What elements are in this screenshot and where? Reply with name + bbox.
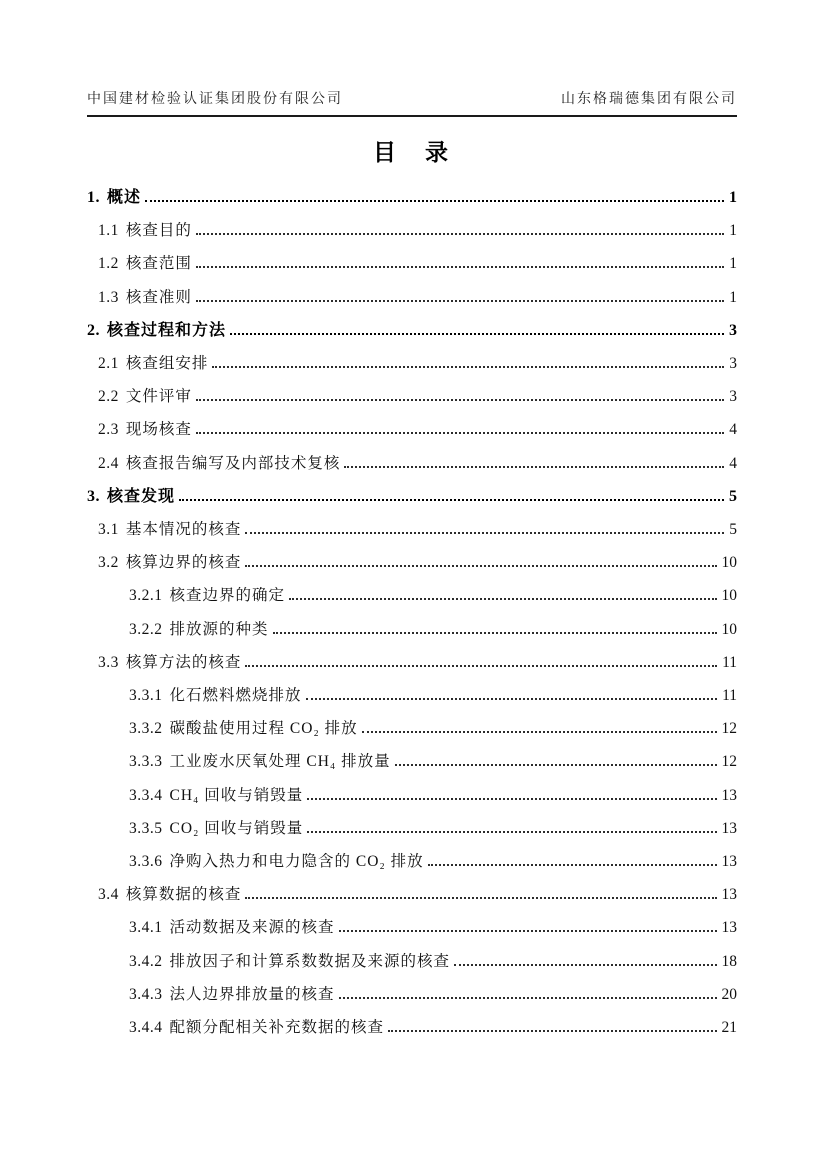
toc-leader-dots bbox=[245, 665, 717, 667]
toc-leader-dots bbox=[196, 432, 724, 434]
toc-entry-number: 1.1 bbox=[98, 222, 119, 240]
toc-leader-dots bbox=[344, 466, 724, 468]
toc-entry[interactable] bbox=[87, 347, 737, 380]
toc-leader-dots bbox=[395, 764, 717, 766]
toc-leader-dots bbox=[245, 897, 716, 899]
toc-entry-page: 1 bbox=[729, 222, 737, 240]
toc-entry-title: 核查边界的确定 bbox=[169, 587, 286, 605]
toc-entry-number: 3.2.1 bbox=[129, 587, 163, 605]
toc-entry-title: 核查目的 bbox=[125, 222, 192, 240]
toc-entry-page: 18 bbox=[721, 952, 737, 970]
toc-entry-page: 13 bbox=[721, 853, 737, 871]
toc-entry[interactable] bbox=[87, 447, 737, 480]
toc-entry-page: 10 bbox=[721, 587, 737, 605]
toc-leader-dots bbox=[196, 300, 724, 302]
toc-entry-page: 13 bbox=[721, 919, 737, 937]
toc-entry-title: 活动数据及来源的核查 bbox=[169, 919, 335, 937]
toc-entry-page: 12 bbox=[721, 720, 737, 738]
toc-leader-dots bbox=[428, 864, 717, 866]
toc-entry[interactable] bbox=[87, 579, 737, 612]
toc-entry-title: 基本情况的核查 bbox=[125, 521, 242, 539]
toc-entry[interactable] bbox=[87, 314, 737, 347]
toc-entry-number: 3.4.3 bbox=[129, 985, 163, 1003]
page-header bbox=[87, 88, 737, 115]
toc-entry[interactable] bbox=[87, 911, 737, 944]
toc-leader-dots bbox=[388, 1030, 716, 1032]
toc-leader-dots bbox=[307, 831, 716, 833]
toc-leader-dots bbox=[179, 499, 724, 501]
toc-entry[interactable] bbox=[87, 546, 737, 579]
toc-entry-title: 概述 bbox=[107, 189, 142, 206]
toc-entry[interactable] bbox=[87, 845, 737, 878]
toc-entry-number: 3.3.5 bbox=[129, 819, 163, 837]
toc-entry-title: 核查过程和方法 bbox=[107, 321, 227, 339]
toc-leader-dots bbox=[145, 200, 724, 202]
toc-entry[interactable] bbox=[87, 1011, 737, 1044]
toc-entry[interactable] bbox=[87, 247, 737, 280]
toc-entry-title: 核算方法的核查 bbox=[125, 653, 242, 671]
toc-entry-number: 1. bbox=[87, 189, 100, 206]
toc-list bbox=[87, 181, 737, 1044]
toc-entry-number: 2.2 bbox=[98, 388, 119, 406]
toc-entry-title: 排放因子和计算系数数据及来源的核查 bbox=[169, 952, 451, 970]
toc-entry[interactable] bbox=[87, 380, 737, 413]
toc-entry[interactable] bbox=[87, 513, 737, 546]
toc-entry-title: 碳酸盐使用过程 CO₂ 排放 bbox=[169, 720, 358, 738]
toc-entry[interactable] bbox=[87, 613, 737, 646]
toc-entry-title: 核查发现 bbox=[107, 487, 176, 505]
toc-entry[interactable] bbox=[87, 480, 737, 513]
toc-entry-page: 21 bbox=[721, 1019, 737, 1037]
toc-entry-number: 1.3 bbox=[98, 288, 119, 306]
toc-entry-number: 3.3.1 bbox=[129, 687, 163, 705]
toc-entry-page: 5 bbox=[729, 521, 737, 539]
toc-entry-page: 10 bbox=[721, 620, 737, 638]
toc-entry-title: 核查报告编写及内部技术复核 bbox=[125, 454, 341, 472]
toc-entry-page: 11 bbox=[722, 687, 737, 705]
toc-leader-dots bbox=[273, 632, 717, 634]
toc-title: 目 录 bbox=[373, 140, 451, 165]
toc-entry-number: 3.3.6 bbox=[129, 853, 163, 871]
toc-entry-page: 10 bbox=[721, 554, 737, 572]
toc-entry-page: 3 bbox=[729, 321, 737, 339]
toc-entry-title: 核查范围 bbox=[125, 255, 192, 273]
header-right-company: 山东格瑞德集团有限公司 bbox=[561, 92, 737, 107]
toc-leader-dots bbox=[196, 233, 724, 235]
header-left-company: 中国建材检验认证集团股份有限公司 bbox=[87, 92, 343, 107]
toc-leader-dots bbox=[245, 532, 724, 534]
toc-entry[interactable] bbox=[87, 712, 737, 745]
toc-entry[interactable] bbox=[87, 181, 737, 214]
toc-entry-title: 文件评审 bbox=[125, 388, 192, 406]
toc-entry-title: 核查组安排 bbox=[125, 355, 209, 373]
toc-entry[interactable] bbox=[87, 878, 737, 911]
toc-entry-page: 13 bbox=[721, 886, 737, 904]
toc-entry-number: 3. bbox=[87, 487, 100, 505]
toc-entry-number: 2.3 bbox=[98, 421, 119, 439]
toc-entry-number: 2.1 bbox=[98, 355, 119, 373]
toc-leader-dots bbox=[289, 598, 716, 600]
toc-leader-dots bbox=[306, 698, 718, 700]
toc-entry-title: 工业废水厌氧处理 CH₄ 排放量 bbox=[169, 753, 391, 771]
toc-entry-title: 核算数据的核查 bbox=[125, 886, 242, 904]
toc-entry[interactable] bbox=[87, 214, 737, 247]
toc-entry-page: 12 bbox=[721, 753, 737, 771]
toc-entry-number: 2. bbox=[87, 321, 100, 339]
toc-entry-title: CH₄ 回收与销毁量 bbox=[169, 786, 304, 804]
toc-entry-number: 3.2 bbox=[98, 554, 119, 572]
toc-entry-page: 1 bbox=[729, 288, 737, 306]
toc-entry[interactable] bbox=[87, 281, 737, 314]
toc-entry-number: 3.2.2 bbox=[129, 620, 163, 638]
toc-entry-number: 3.4.4 bbox=[129, 1019, 163, 1037]
toc-entry-title: CO₂ 回收与销毁量 bbox=[169, 819, 304, 837]
toc-entry-page: 1 bbox=[729, 189, 737, 206]
toc-leader-dots bbox=[339, 930, 717, 932]
toc-leader-dots bbox=[230, 333, 724, 335]
toc-leader-dots bbox=[362, 731, 717, 733]
toc-entry-title: 配额分配相关补充数据的核查 bbox=[169, 1019, 385, 1037]
toc-entry[interactable] bbox=[87, 812, 737, 845]
header-divider bbox=[87, 115, 737, 117]
toc-entry-number: 3.4 bbox=[98, 886, 119, 904]
toc-entry[interactable] bbox=[87, 779, 737, 812]
toc-entry[interactable] bbox=[87, 679, 737, 712]
toc-entry-number: 3.3 bbox=[98, 653, 119, 671]
toc-entry-page: 3 bbox=[729, 388, 737, 406]
toc-entry-number: 3.1 bbox=[98, 521, 119, 539]
toc-entry-title: 核查准则 bbox=[125, 288, 192, 306]
toc-entry-page: 20 bbox=[721, 985, 737, 1003]
toc-entry-title: 化石燃料燃烧排放 bbox=[169, 687, 302, 705]
toc-entry-title: 净购入热力和电力隐含的 CO₂ 排放 bbox=[169, 853, 424, 871]
toc-entry-page: 4 bbox=[729, 421, 737, 439]
toc-leader-dots bbox=[196, 399, 724, 401]
toc-leader-dots bbox=[245, 565, 716, 567]
toc-entry[interactable] bbox=[87, 745, 737, 778]
toc-entry[interactable] bbox=[87, 413, 737, 446]
toc-entry-page: 5 bbox=[729, 487, 737, 505]
toc-entry-number: 3.3.3 bbox=[129, 753, 163, 771]
toc-entry-page: 13 bbox=[721, 819, 737, 837]
toc-entry-page: 3 bbox=[729, 355, 737, 373]
toc-entry-title: 现场核查 bbox=[125, 421, 192, 439]
toc-entry-page: 4 bbox=[729, 454, 737, 472]
toc-leader-dots bbox=[196, 266, 724, 268]
toc-leader-dots bbox=[307, 798, 716, 800]
toc-entry-page: 11 bbox=[722, 653, 737, 671]
toc-entry-number: 3.3.2 bbox=[129, 720, 163, 738]
toc-leader-dots bbox=[454, 964, 716, 966]
toc-entry-number: 2.4 bbox=[98, 454, 119, 472]
toc-entry-page: 13 bbox=[721, 786, 737, 804]
toc-entry-number: 3.4.2 bbox=[129, 952, 163, 970]
toc-entry-title: 法人边界排放量的核查 bbox=[169, 985, 335, 1003]
toc-entry[interactable] bbox=[87, 978, 737, 1011]
toc-entry-number: 3.4.1 bbox=[129, 919, 163, 937]
toc-entry-title: 排放源的种类 bbox=[169, 620, 269, 638]
toc-leader-dots bbox=[212, 366, 724, 368]
toc-leader-dots bbox=[339, 997, 717, 999]
toc-entry-page: 1 bbox=[729, 255, 737, 273]
toc-entry-number: 1.2 bbox=[98, 255, 119, 273]
toc-entry[interactable] bbox=[87, 945, 737, 978]
toc-entry-title: 核算边界的核查 bbox=[125, 554, 242, 572]
toc-entry-number: 3.3.4 bbox=[129, 786, 163, 804]
toc-entry[interactable] bbox=[87, 646, 737, 679]
